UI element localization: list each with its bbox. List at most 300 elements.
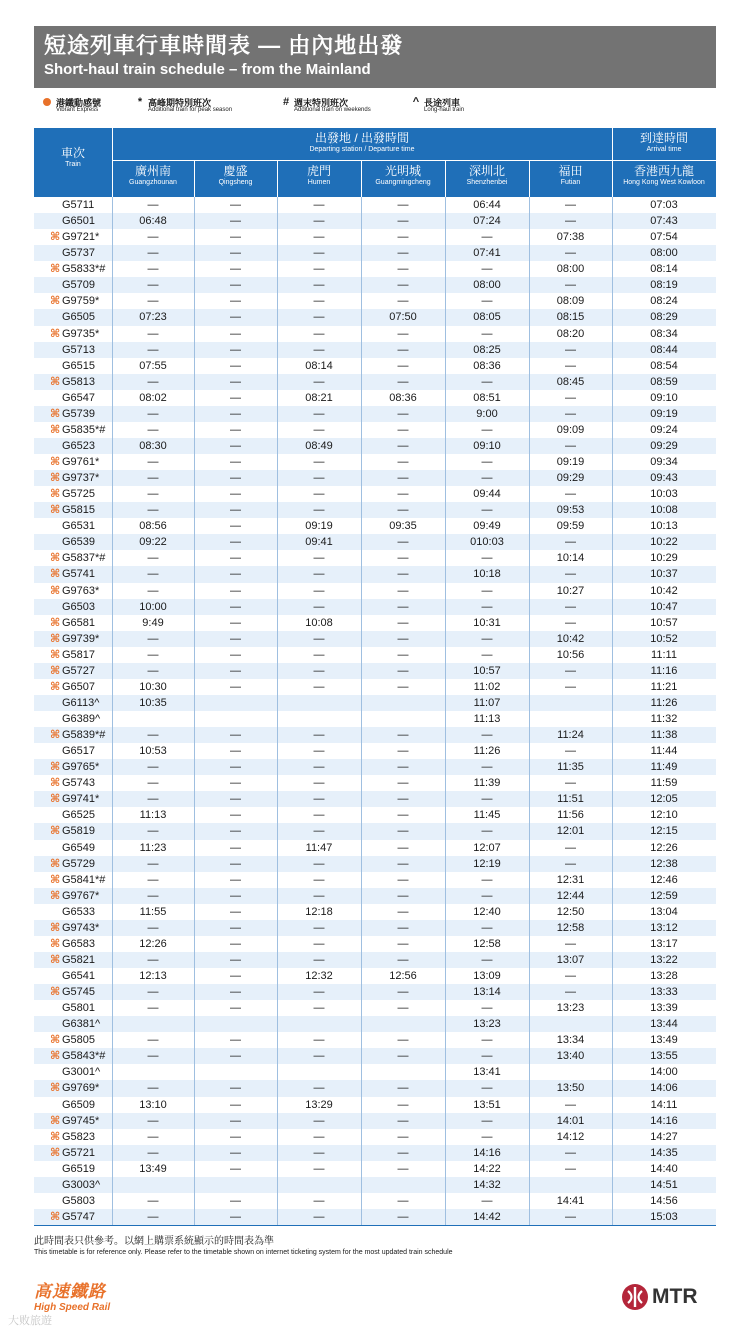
departure-time: 08:00 [473, 279, 501, 292]
departure-time: 12:19 [473, 857, 501, 870]
train-number [34, 631, 112, 647]
departure-time: — [397, 1146, 409, 1159]
departure-time: — [230, 536, 241, 549]
departure-time: — [230, 472, 241, 485]
train-number [34, 566, 112, 582]
departure-time: 11:56 [557, 809, 584, 822]
departure-time: — [397, 921, 409, 934]
departure-time [112, 1016, 194, 1032]
departure-time: — [565, 777, 576, 790]
departure-time: — [565, 745, 576, 758]
train-number [34, 470, 112, 486]
train-number-text: G6515 [62, 359, 96, 372]
train-number-text: G9739* [62, 632, 100, 645]
departure-time: 08:14 [305, 359, 333, 372]
station-zh: 光明城 [384, 164, 421, 178]
departure-time: — [481, 504, 493, 517]
departure-time: — [230, 777, 241, 790]
departure-time: — [230, 1034, 241, 1047]
departure-time: — [230, 231, 241, 244]
table-row [34, 422, 716, 438]
departure-time: — [230, 439, 241, 452]
departure-time: — [313, 311, 325, 324]
arrival-time: 08:29 [650, 311, 678, 324]
departure-time: — [565, 536, 576, 549]
train-number-text: G6501 [62, 215, 96, 228]
departure-time: — [147, 1146, 159, 1159]
vibrant-express-icon: ⌘ [50, 375, 61, 388]
departure-time: — [397, 375, 409, 388]
vibrant-express-icon: ⌘ [50, 921, 61, 934]
departure-time: 10:18 [473, 568, 501, 581]
table-row [34, 1161, 716, 1177]
table-row [34, 1177, 716, 1193]
table-row [34, 1000, 716, 1016]
departure-time: 08:51 [473, 391, 501, 404]
arrival-time: 09:43 [650, 472, 678, 485]
departure-time: — [397, 857, 409, 870]
train-number [34, 1193, 112, 1209]
departure-time: — [313, 937, 325, 950]
departure-group-header [112, 131, 612, 155]
table-row [34, 438, 716, 454]
station-en: Qingsheng [218, 179, 253, 186]
vibrant-express-icon: ⌘ [50, 504, 61, 517]
departure-time: — [397, 1114, 409, 1127]
departure-time: 11:02 [473, 680, 501, 693]
departure-time: — [397, 1082, 409, 1095]
arrival-time: 10:03 [650, 488, 678, 501]
departure-time: 09:44 [473, 488, 501, 501]
departure-time: — [147, 295, 159, 308]
table-row [34, 1048, 716, 1064]
train-number [34, 1129, 112, 1145]
train-number [34, 1032, 112, 1048]
departure-time: 12:32 [305, 970, 333, 982]
table-row [34, 888, 716, 904]
arrival-time: 07:54 [650, 231, 678, 244]
train-number [34, 534, 112, 550]
table-row [34, 502, 716, 518]
table-row [34, 727, 716, 743]
departure-time: 12:56 [389, 970, 417, 982]
arrival-time: 14:06 [650, 1082, 678, 1095]
train-number [34, 486, 112, 502]
departure-time: — [313, 472, 325, 485]
departure-time: — [147, 552, 159, 565]
vibrant-express-icon: ⌘ [50, 729, 61, 742]
legend-label-en: Long-haul train [424, 107, 465, 113]
train-number-text: G5713 [62, 343, 96, 356]
departure-time [361, 1064, 445, 1080]
vibrant-express-icon: ⌘ [50, 1050, 61, 1063]
departure-time: — [230, 1146, 241, 1159]
vibrant-express-icon: ⌘ [50, 423, 61, 436]
train-number [34, 277, 112, 293]
departure-time: — [481, 873, 493, 886]
train-number-text: G9745* [62, 1114, 100, 1127]
vibrant-express-icon: ⌘ [50, 327, 61, 340]
departure-time: — [565, 391, 576, 404]
departure-time: — [313, 889, 325, 902]
departure-time [529, 1064, 612, 1080]
table-row [34, 454, 716, 470]
arrival-time: 07:43 [650, 215, 678, 228]
departure-time: 11:39 [473, 777, 501, 790]
departure-time: — [147, 777, 159, 790]
train-number [34, 888, 112, 904]
departure-time: — [147, 1194, 159, 1207]
departure-time: — [397, 279, 409, 292]
departure-time: — [565, 986, 576, 999]
departure-time: 08:21 [305, 391, 333, 404]
train-number [34, 502, 112, 518]
arrival-time: 10:08 [650, 504, 678, 517]
table-row [34, 936, 716, 952]
train-number [34, 791, 112, 807]
arrival-time: 07:03 [650, 199, 678, 211]
train-number-text: G9761* [62, 456, 100, 468]
watermark: 大败旅遊 [8, 1315, 52, 1327]
table-row [34, 342, 716, 358]
departure-time: — [565, 1162, 576, 1175]
train-number-text: G6541 [62, 970, 96, 982]
departure-time: — [397, 407, 409, 420]
departure-time: — [313, 680, 325, 693]
legend-label-en: Additional train on weekends [294, 107, 371, 113]
train-number-text: G5805 [62, 1034, 96, 1047]
departure-time: — [147, 1114, 159, 1127]
departure-time: — [565, 1098, 576, 1111]
departure-time: 10:53 [139, 745, 167, 758]
departure-time: 08:09 [556, 295, 585, 308]
departure-time: 09:19 [556, 456, 585, 468]
train-number-text: G6531 [62, 520, 96, 533]
vibrant-express-icon: ⌘ [50, 761, 61, 774]
departure-time: 08:15 [556, 311, 585, 324]
table-row [34, 566, 716, 582]
table-row [34, 1145, 716, 1161]
train-number-text: G5843*# [62, 1050, 106, 1063]
departure-time: — [481, 1050, 493, 1063]
train-number-text: G6581 [62, 616, 96, 629]
table-row [34, 358, 716, 374]
arrival-time: 12:10 [650, 809, 678, 822]
train-number-text: G5709 [62, 279, 96, 292]
station-zh: 香港西九龍 [633, 164, 694, 178]
table-row [34, 374, 716, 390]
departure-time: — [313, 648, 325, 661]
station-zh: 虎門 [306, 164, 331, 178]
train-number-text: G5741 [62, 568, 96, 581]
departure-time: — [397, 584, 409, 597]
departure-time: — [481, 375, 493, 388]
arrival-time: 11:32 [650, 713, 678, 725]
departure-time [529, 695, 612, 711]
vibrant-express-dot-icon [43, 98, 51, 106]
departure-time: 10:14 [556, 552, 585, 565]
departure-time: — [313, 857, 325, 870]
vibrant-express-icon: ⌘ [50, 793, 61, 806]
table-row [34, 759, 716, 775]
departure-time: 12:18 [305, 905, 333, 918]
departure-time: — [147, 889, 159, 902]
arrival-time: 08:00 [650, 247, 678, 260]
departure-time: — [230, 729, 241, 742]
train-number [34, 1048, 112, 1064]
schedule-table [34, 128, 716, 1225]
train-number [34, 840, 112, 856]
departure-time: 12:31 [556, 873, 585, 886]
table-row [34, 920, 716, 936]
departure-time: 14:41 [556, 1194, 585, 1207]
departure-time: — [313, 1162, 325, 1175]
table-row [34, 679, 716, 695]
departure-time: 09:19 [305, 520, 333, 533]
departure-time: 14:16 [473, 1146, 501, 1159]
station-header-humen [277, 164, 361, 188]
train-number-text: G5743 [62, 777, 96, 790]
high-speed-rail-logo [34, 1282, 110, 1314]
table-row [34, 1080, 716, 1096]
departure-time: — [147, 279, 159, 292]
departure-time: — [230, 889, 241, 902]
departure-time: — [313, 568, 325, 581]
table-row [34, 1209, 716, 1225]
arrival-header-zh: 到達時間 [639, 131, 688, 145]
departure-time: — [565, 247, 576, 260]
table-row [34, 406, 716, 422]
departure-time: — [313, 632, 325, 645]
train-number-text: G6517 [62, 745, 96, 758]
vibrant-express-icon: ⌘ [50, 632, 61, 645]
train-number-text: G5737 [62, 247, 96, 260]
train-number [34, 856, 112, 872]
departure-time: 09:53 [556, 504, 585, 517]
train-header-zh: 車次 [60, 146, 85, 160]
departure-time: — [313, 375, 325, 388]
vibrant-express-icon: ⌘ [50, 1146, 61, 1159]
vibrant-express-icon: ⌘ [50, 937, 61, 950]
departure-time: — [565, 343, 576, 356]
train-number [34, 727, 112, 743]
departure-time: — [230, 1130, 241, 1143]
departure-time: — [230, 1050, 241, 1063]
departure-time: 10:27 [556, 584, 585, 597]
train-number [34, 309, 112, 325]
train-number-text: G6389^ [62, 713, 101, 725]
departure-time: — [313, 504, 325, 517]
departure-time: — [230, 488, 241, 501]
vibrant-express-icon: ⌘ [50, 568, 61, 581]
departure-time: — [565, 568, 576, 581]
departure-time: — [481, 1194, 493, 1207]
arrival-time: 14:56 [650, 1194, 678, 1207]
departure-time: — [397, 648, 409, 661]
legend-label-en: Additional train for peak season [148, 107, 233, 113]
departure-time: 08:56 [139, 520, 167, 533]
departure-time: — [397, 568, 409, 581]
table-row [34, 470, 716, 486]
train-number [34, 1097, 112, 1113]
departure-time: 09:29 [556, 472, 585, 485]
table-row [34, 952, 716, 968]
arrival-time: 12:38 [650, 857, 678, 870]
legend-label-zh: 長途列車 [424, 98, 461, 108]
arrival-time: 12:26 [650, 841, 678, 854]
arrival-time: 11:44 [650, 745, 678, 758]
train-number [34, 952, 112, 968]
train-number-text: G5815 [62, 504, 96, 517]
departure-time: — [147, 423, 159, 436]
station-zh: 深圳北 [468, 164, 505, 178]
departure-time: — [481, 472, 493, 485]
departure-time: — [230, 1162, 241, 1175]
arrival-time: 10:52 [650, 632, 678, 645]
departure-time: — [230, 359, 241, 372]
arrival-time: 13:17 [650, 937, 678, 950]
departure-time: — [230, 343, 241, 356]
table-header [34, 128, 716, 197]
arrival-time: 14:27 [650, 1130, 678, 1143]
departure-time: — [313, 745, 325, 758]
departure-header-en: Departing station / Departure time [309, 146, 415, 153]
departure-time: — [397, 1034, 409, 1047]
departure-time: — [147, 375, 159, 388]
departure-time: — [147, 584, 159, 597]
arrival-time: 13:44 [650, 1018, 678, 1031]
departure-time: 12:50 [556, 905, 585, 918]
table-row [34, 856, 716, 872]
departure-time: — [230, 905, 241, 918]
train-number-text: G5833*# [62, 263, 106, 276]
arrival-time: 14:16 [650, 1114, 678, 1127]
table-row [34, 309, 716, 325]
departure-time: — [313, 552, 325, 565]
arrival-time: 08:19 [650, 279, 678, 292]
departure-time: 11:13 [473, 713, 501, 725]
train-number [34, 197, 112, 213]
departure-time: — [481, 761, 493, 774]
departure-time: — [313, 777, 325, 790]
departure-time: 08:30 [139, 439, 167, 452]
departure-time: — [481, 327, 493, 340]
departure-time: — [230, 279, 241, 292]
mtr-logo-text: MTR [652, 1285, 698, 1308]
arrival-time: 12:15 [650, 825, 678, 838]
station-header-guangzhounan [112, 164, 194, 188]
departure-time: — [230, 616, 241, 629]
departure-time: — [230, 841, 241, 854]
vibrant-express-icon: ⌘ [50, 616, 61, 629]
departure-time: — [397, 937, 409, 950]
departure-time: — [230, 407, 241, 420]
table-row [34, 711, 716, 727]
train-number-text: G9743* [62, 921, 100, 934]
departure-time: 12:40 [473, 905, 501, 918]
departure-time: 13:29 [305, 1098, 333, 1111]
train-number-text: G6525 [62, 809, 96, 822]
departure-time: — [397, 600, 409, 613]
train-number [34, 406, 112, 422]
arrival-time: 13:28 [650, 970, 678, 982]
vibrant-express-icon: ⌘ [50, 472, 61, 485]
departure-time: 13:49 [139, 1162, 167, 1175]
arrival-time: 13:49 [650, 1034, 678, 1047]
table-row [34, 663, 716, 679]
legend-label-zh: 高峰期特別班次 [148, 98, 212, 108]
departure-time: — [397, 825, 409, 838]
table-row [34, 615, 716, 631]
departure-time: — [230, 247, 241, 260]
departure-time: — [481, 600, 493, 613]
table-row [34, 904, 716, 920]
train-number [34, 647, 112, 663]
vibrant-express-icon: ⌘ [50, 857, 61, 870]
departure-time: — [230, 504, 241, 517]
table-row [34, 486, 716, 502]
departure-time: — [397, 905, 409, 918]
departure-time: — [147, 873, 159, 886]
departure-time: — [230, 632, 241, 645]
departure-time: — [147, 664, 159, 677]
departure-time: 11:51 [557, 793, 584, 806]
train-number [34, 1209, 112, 1225]
train-number-text: G5813 [62, 375, 96, 388]
departure-time: — [481, 889, 493, 902]
departure-time: — [313, 1146, 325, 1159]
departure-time: — [397, 199, 409, 211]
departure-time: — [147, 793, 159, 806]
table-row [34, 277, 716, 293]
table-row [34, 1129, 716, 1145]
station-header-guangmingcheng [361, 164, 445, 188]
departure-time: — [230, 970, 241, 982]
departure-time [194, 695, 277, 711]
train-number [34, 695, 112, 711]
vibrant-express-icon: ⌘ [50, 1034, 61, 1047]
departure-time: 07:41 [473, 247, 501, 260]
train-number [34, 711, 112, 727]
departure-time [277, 1016, 361, 1032]
departure-time: 08:02 [139, 391, 167, 404]
departure-time: — [230, 311, 241, 324]
departure-time: — [230, 986, 241, 999]
train-number-text: G9737* [62, 472, 100, 485]
train-number [34, 872, 112, 888]
arrival-time: 14:00 [650, 1066, 678, 1079]
departure-time: — [481, 456, 493, 468]
arrival-time: 13:04 [650, 905, 678, 918]
departure-time: 11:55 [139, 905, 167, 918]
station-header-shenzhenbei [445, 164, 529, 188]
departure-time: — [565, 937, 576, 950]
departure-time: 10:08 [305, 616, 333, 629]
vibrant-express-icon: ⌘ [50, 263, 61, 276]
departure-time: — [481, 921, 493, 934]
departure-time: — [565, 680, 576, 693]
vibrant-express-icon: ⌘ [50, 889, 61, 902]
train-number-text: G9769* [62, 1082, 100, 1095]
arrival-time: 10:13 [650, 520, 678, 533]
arrival-time: 13:39 [650, 1002, 678, 1015]
arrival-time: 13:12 [650, 921, 678, 934]
arrival-time: 10:22 [650, 536, 678, 549]
train-number [34, 1080, 112, 1096]
departure-time: — [481, 584, 493, 597]
departure-time: — [565, 970, 576, 982]
train-number-text: G6547 [62, 391, 96, 404]
